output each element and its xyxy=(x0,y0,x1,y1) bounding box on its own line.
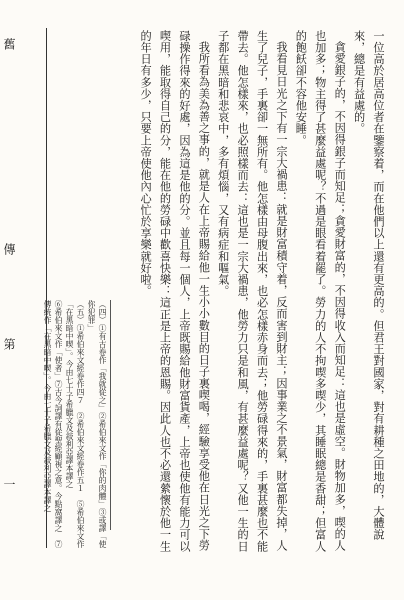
footnote: ⑥希伯來文作「使者」⑦古今詞譯有從聖經顧視之意。今點窩譯之 ⑦傳統作「在黑暗中喫」。今由七十子希臘文及敍利亞譯本譯之 xyxy=(43,300,63,548)
footnote-rule xyxy=(110,300,111,530)
chapter-label: 第 xyxy=(2,338,16,351)
book-title: 舊 xyxy=(2,38,16,51)
paragraph: 我所看為美為善之事的，就是人在上帝賜給他一生小小數目的日子裏喫喝，經驗享受他在日光之下勞碌操作得來的好處，因為這是他的分。並且每一個人，上帝既賜給他財富貨產，上帝也使他有能力可以喫用，能取得自己的分，能在他的勞碌中歡喜快樂：這正是上帝的恩賜。因此人也不必還縈懷於他一生的年日有多少，只要上帝使他內心忙於享樂就好啦。 xyxy=(139,30,211,552)
main-text xyxy=(68,30,388,555)
paragraph: 貪愛銀子的，不因得銀子而知足；貪愛財富的，不因得收入而知足：這也是虛空。財物加多，喫的人也加多；物主得了甚麼益處呢？不過是眼看着罷了。勞力的人不拘喫多喫少，其睡眠總是香甜；但富人的飽飫卻不容他安睡。 xyxy=(294,30,347,552)
page-number: 一 xyxy=(2,478,16,491)
paragraph: 我看見日光之下有一宗大禍患：就是財富積守着，反而害到財主；因事業之不景氣，財富都失掉，人生了兒子，手裏卻一無所有。他怎樣由母腹出來，也必怎樣赤身而去；他勞碌得來的，手裏甚麼也不能帶去。他怎樣來，也必照樣而去：這也是一宗大禍患，他勞力只是和風，有甚麼益處呢？又他一生的日子都在黑暗和悲哀中，多有煩惱，又有病症和嘔氣。 xyxy=(216,30,288,552)
section-title: 傳 xyxy=(2,243,16,256)
footnote: （四）①有古卷作「我就從之」②希伯來文作「你的肉體」③或譯「使你犯罪」 xyxy=(87,300,107,548)
footnote: （五）①希伯來文經卷作四７ ②希伯來文經卷作五１ ⑤希伯來文作「在黑暗中喫」。今由七十子希臘文及敍利亞譯本譯之 xyxy=(65,300,85,548)
footnotes xyxy=(43,300,108,550)
paragraph: 一位高於居高位者在鑒察着，而在他們以上還有更高的。但君王對國家，對有耕種之田地的，大體說來，總是有益處的。 xyxy=(352,30,385,541)
